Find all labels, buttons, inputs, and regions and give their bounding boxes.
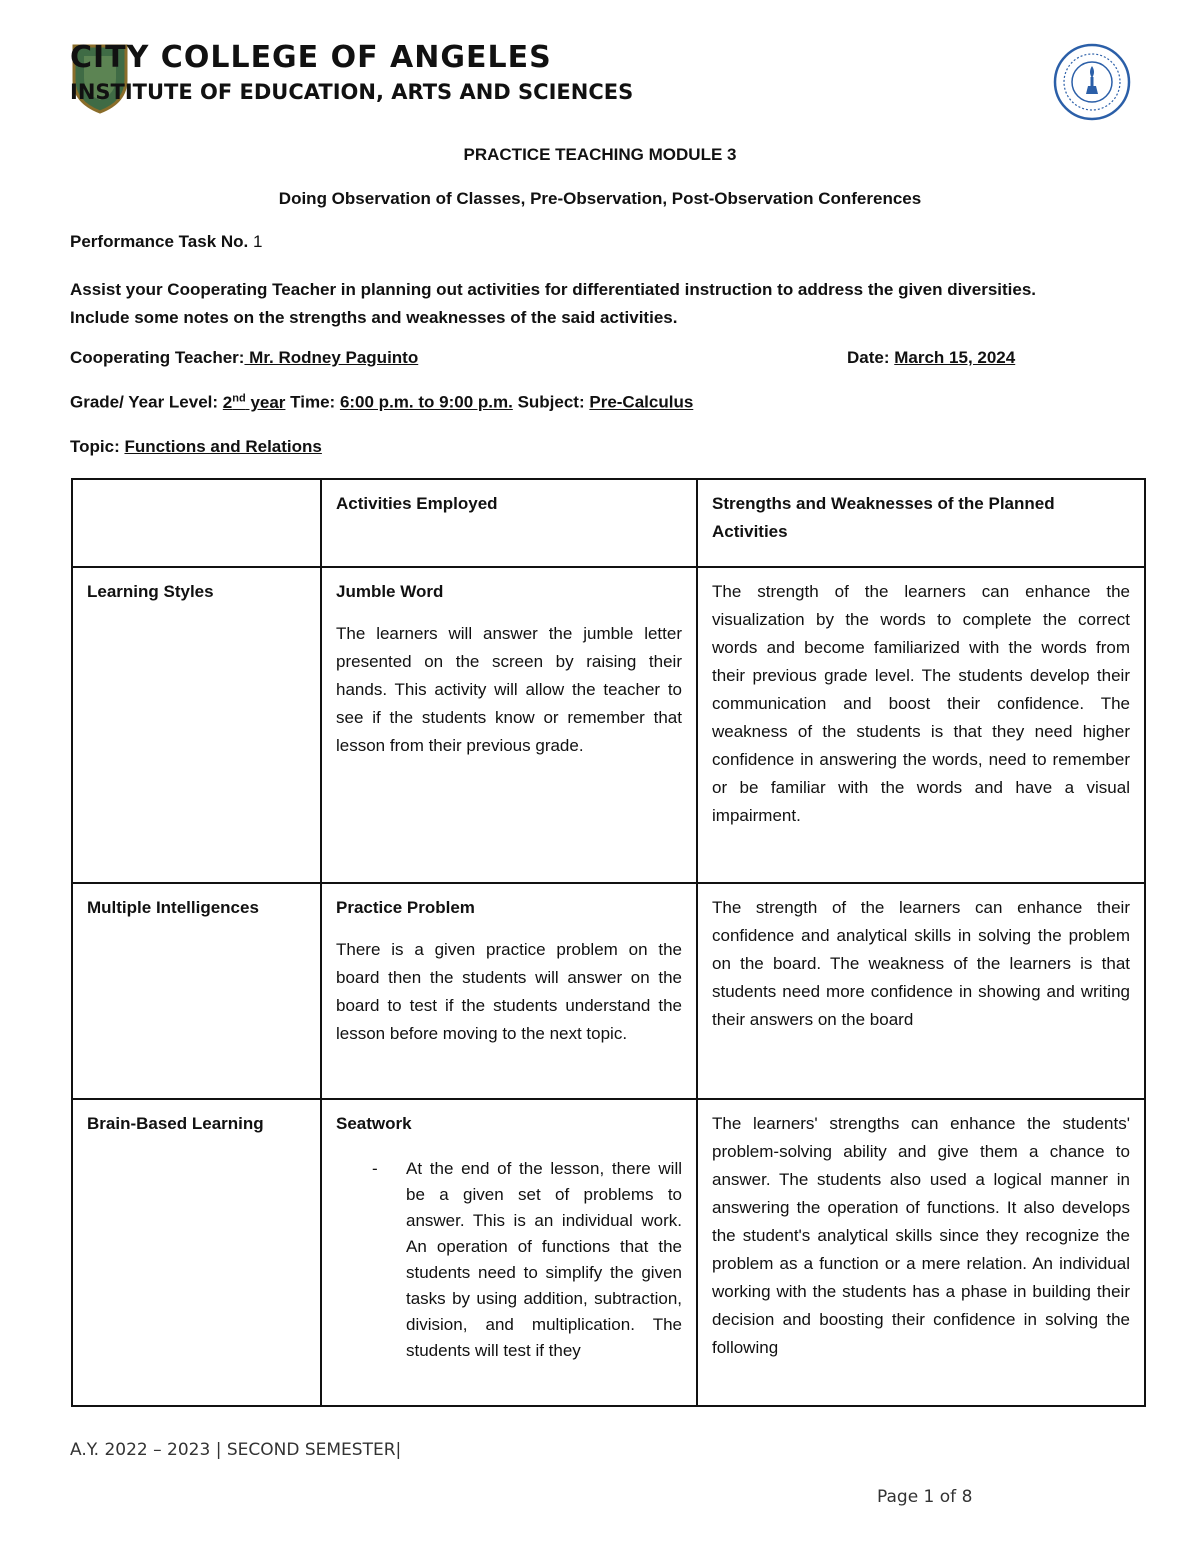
strengths-weaknesses: The strength of the learners can enhance their confidence and analytical skills in solving the problem on the board. The weakness of the learners is that students need more confidence in showing and writing their answers on the board	[697, 883, 1145, 1099]
performance-task	[70, 232, 262, 252]
table-row	[72, 1099, 1145, 1406]
topic-label: Topic:	[70, 437, 120, 456]
page-number: Page 1 of 8	[877, 1487, 973, 1507]
cooperating-teacher	[70, 348, 418, 368]
time-value: 6:00 p.m. to 9:00 p.m.	[339, 392, 513, 412]
activity-title: Practice Problem	[336, 898, 475, 917]
row-category: Brain-Based Learning	[72, 1099, 321, 1406]
subject-value: Pre-Calculus	[589, 392, 694, 412]
table-row	[72, 567, 1145, 883]
activity-title: Seatwork	[336, 1114, 412, 1133]
institute-seal-logo	[1052, 42, 1132, 122]
table-header-cell	[72, 479, 321, 567]
activity-cell	[321, 567, 697, 883]
module-title: PRACTICE TEACHING MODULE 3	[463, 145, 737, 164]
module-subtitle: Doing Observation of Classes, Pre-Observation, Post-Observation Conferences	[278, 189, 922, 208]
row-category: Multiple Intelligences	[72, 883, 321, 1099]
activity-description: At the end of the lesson, there will be a given set of problems to answer. This is an individual work. An operation of functions that the students need to simplify the given tasks by using addition, subtraction, division, and multiplication. The students will test if they	[406, 1159, 682, 1360]
strengths-weaknesses: The strength of the learners can enhance the visualization by the words to complete the correct words and become familiarized with the words from their previous grade level. The students develop their communication and boost their confidence. The weakness of the students is that they need higher confidence in answering the words, need to remember or be familiar with the words and have a visual impairment.	[697, 567, 1145, 883]
college-name: CITY COLLEGE OF ANGELES	[70, 40, 552, 75]
institute-name: INSTITUTE OF EDUCATION, ARTS AND SCIENCES	[70, 80, 634, 104]
activities-table	[71, 478, 1146, 1407]
table-header-cell: Strengths and Weaknesses of the Planned Activities	[697, 479, 1145, 567]
activity-cell	[321, 1099, 697, 1406]
row-category: Learning Styles	[72, 567, 321, 883]
activity-cell	[321, 883, 697, 1099]
task-number: 1	[253, 232, 263, 251]
subject-label: Subject:	[517, 392, 585, 412]
grade-value: 2nd year	[222, 392, 286, 412]
date-line	[847, 348, 1015, 368]
time-label: Time:	[290, 392, 336, 412]
date-value: March 15, 2024	[894, 348, 1016, 367]
activity-description: The learners will answer the jumble letter presented on the screen by raising their hands. This activity will allow the teacher to see if the students know or remember that lesson from their previous grade.	[336, 624, 682, 755]
teacher-label: Cooperating Teacher:	[70, 348, 245, 367]
strengths-weaknesses: The learners' strengths can enhance the students' problem-solving ability and give them a chance to answer. The students also used a logical manner in answering the operation of functions. It also develops the student's analytical skills since they recognize the problem as a function or a mere relation. An individual working with the students has a phase in building their decision and boosting their confidence in solving the following	[697, 1099, 1145, 1406]
activity-title: Jumble Word	[336, 582, 444, 601]
grade-label: Grade/ Year Level:	[70, 392, 219, 412]
task-instruction: Assist your Cooperating Teacher in planning out activities for differentiated instruction to address the given diversities. Include some notes on the strengths and weaknesses of the said activities.	[70, 280, 1037, 327]
grade-time-subject	[70, 392, 693, 413]
teacher-value: Mr. Rodney Paguinto	[244, 348, 419, 367]
activity-bullet	[336, 1156, 682, 1364]
table-row	[72, 883, 1145, 1099]
bullet-marker: -	[372, 1159, 378, 1178]
table-header-row	[72, 479, 1145, 567]
topic-line	[70, 437, 322, 457]
task-label: Performance Task No.	[70, 232, 249, 251]
table-header-cell: Activities Employed	[321, 479, 697, 567]
footer-term: A.Y. 2022 – 2023 | SECOND SEMESTER|	[70, 1440, 402, 1460]
topic-value: Functions and Relations	[124, 437, 322, 456]
date-label: Date:	[847, 348, 890, 367]
activity-description: There is a given practice problem on the board then the students will answer on the board to test if the students understand the lesson before moving to the next topic.	[336, 940, 682, 1043]
